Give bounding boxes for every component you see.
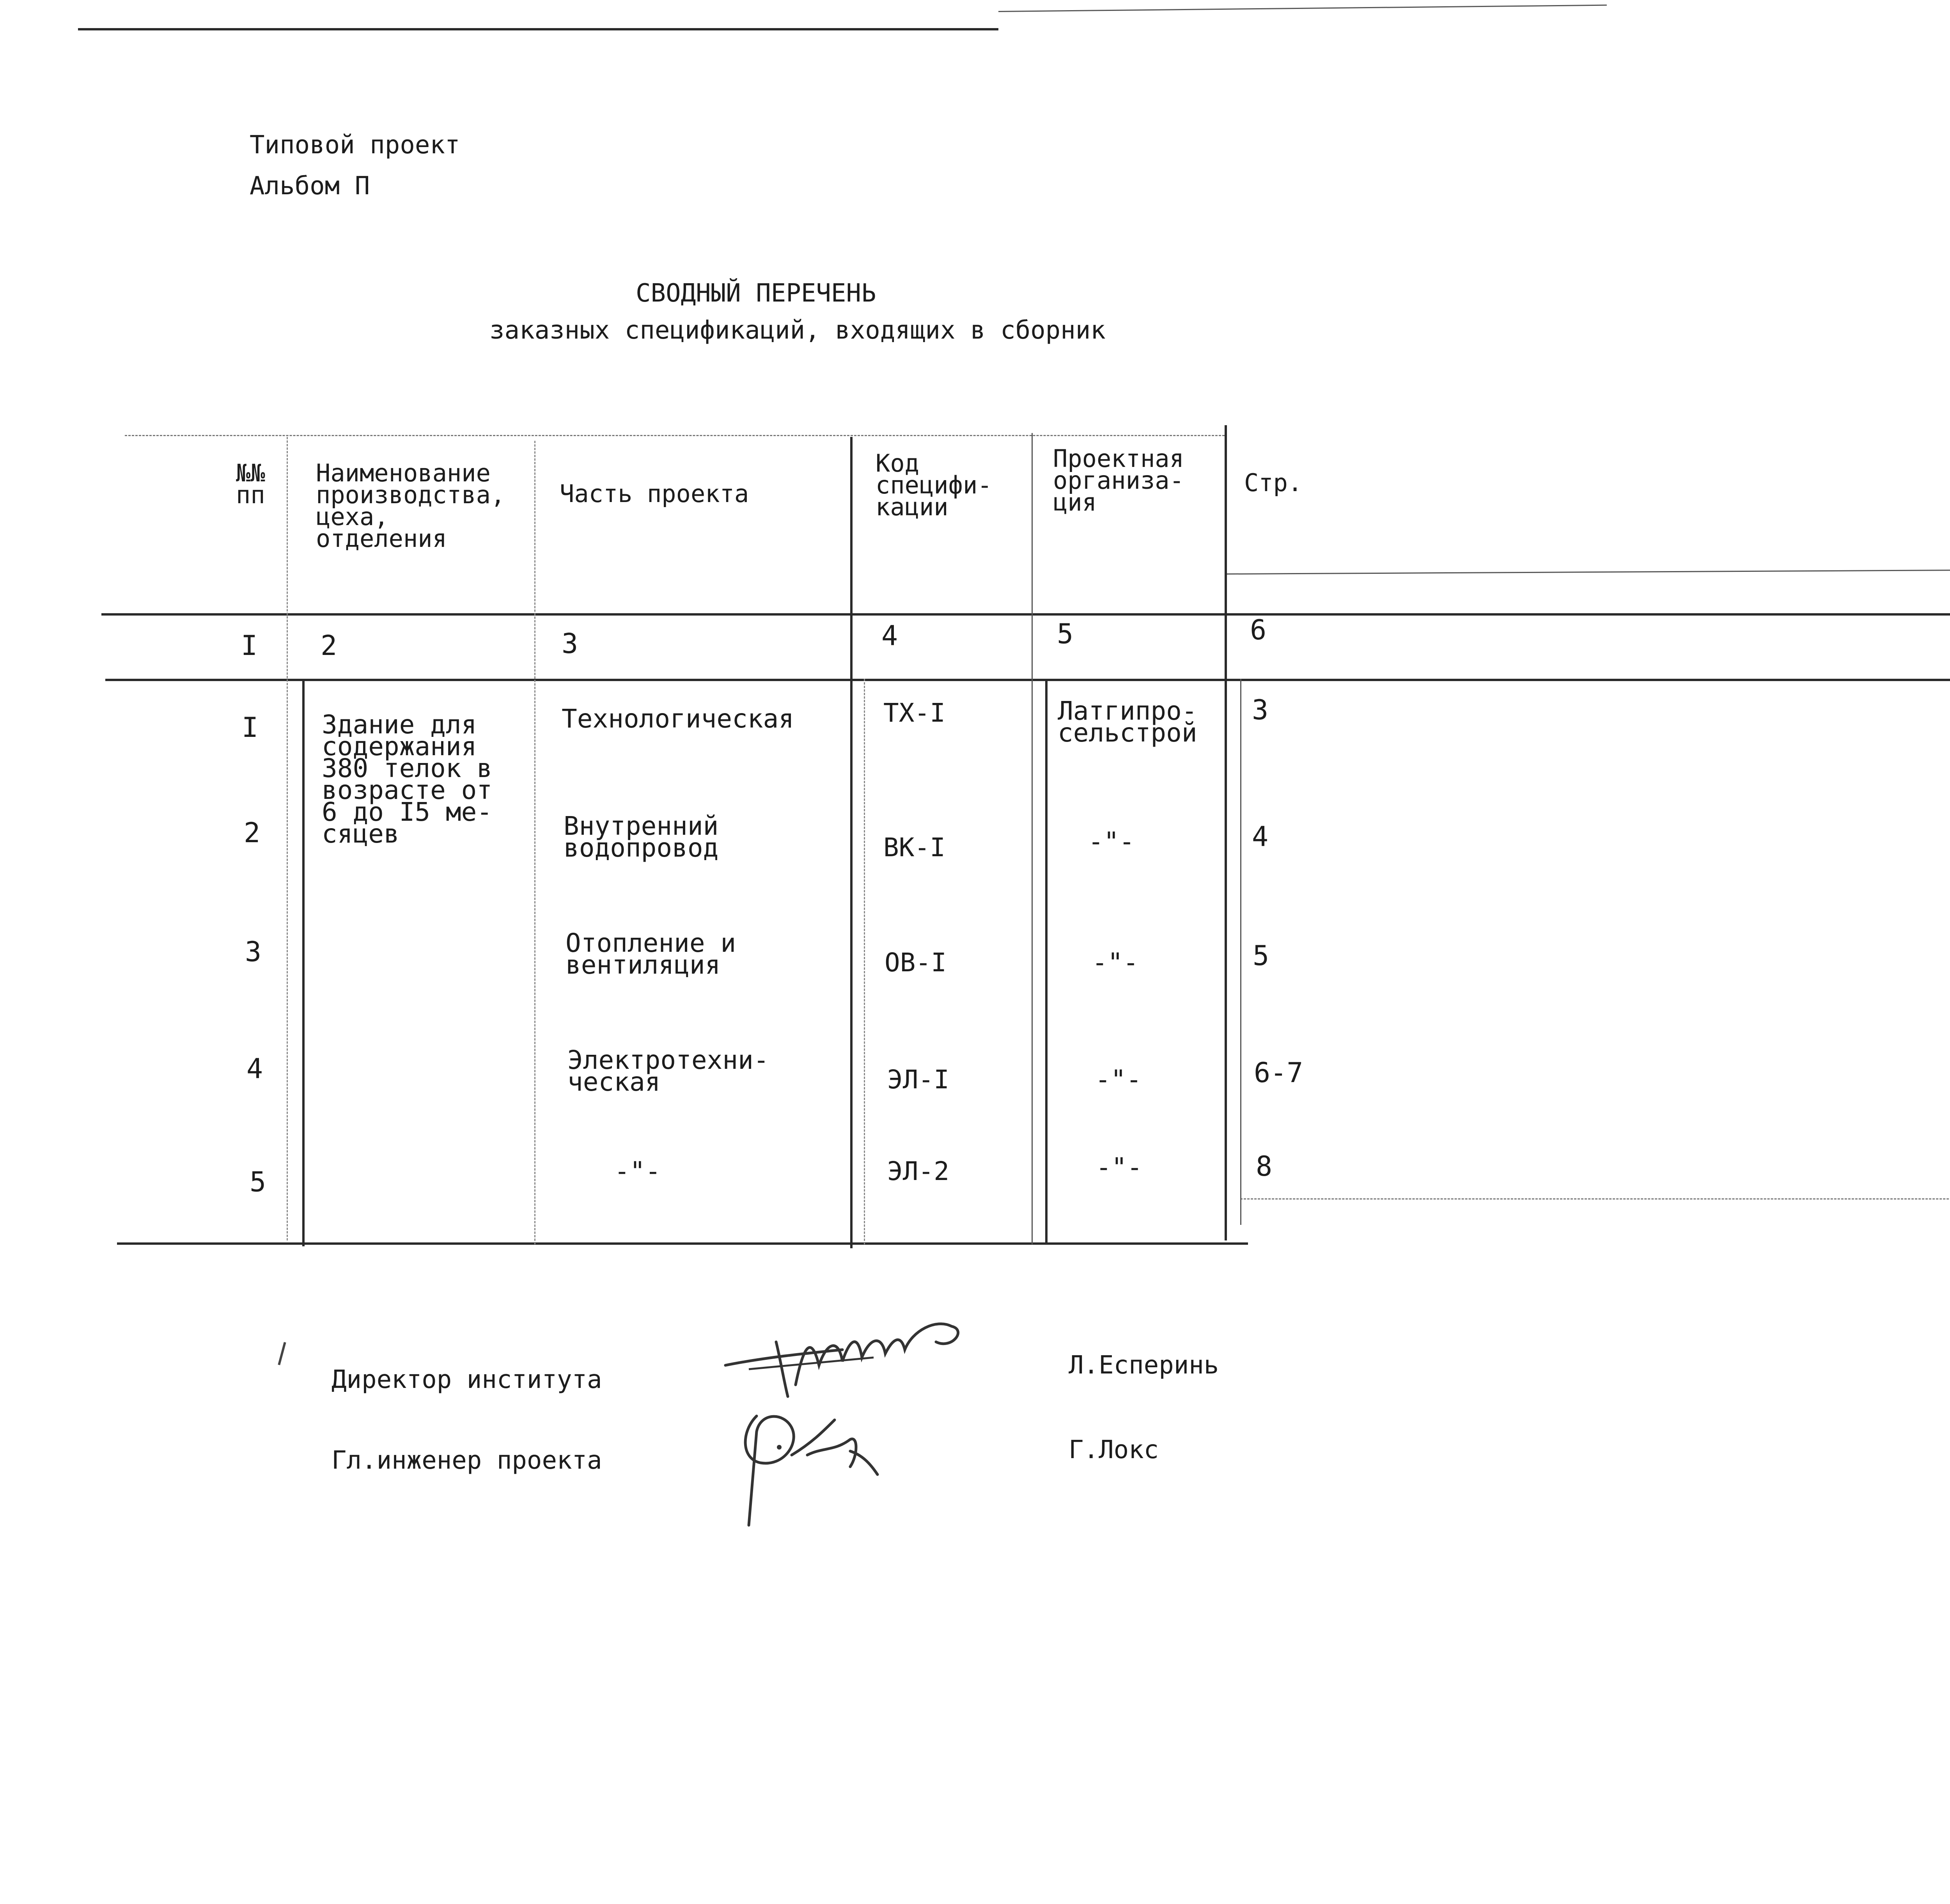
col-divider-5b: [1240, 679, 1241, 1225]
row-1-org: Латгипро- сельстрой: [1058, 696, 1197, 748]
row-1-part: Технологическая: [562, 704, 794, 734]
col-divider-4b: [1045, 679, 1048, 1244]
header-album: Альбом П: [250, 172, 370, 201]
row-5-part: -"-: [614, 1156, 661, 1186]
col-divider-1: [287, 437, 288, 1240]
row-4-code: ЭЛ-I: [887, 1065, 949, 1095]
col-number-2: 2: [321, 630, 337, 662]
col-header-design-org: Проектная организа- ция: [1053, 444, 1184, 516]
row-2-no: 2: [244, 817, 261, 849]
row-4-part: Электротехни- ческая: [567, 1045, 769, 1097]
chief-engineer-name: Г.Локс: [1069, 1436, 1159, 1464]
document-title: СВОДНЫЙ ПЕРЕЧЕНЬ: [636, 279, 876, 308]
top-border-line: [78, 28, 998, 30]
table-numbers-bottom-rule: [105, 679, 1950, 681]
row-5-no: 5: [250, 1166, 266, 1198]
col-number-1: I: [241, 630, 258, 662]
row-3-org: -"-: [1092, 948, 1139, 978]
table-header-bottom-rule: [101, 613, 1950, 616]
row-1-no: I: [242, 712, 259, 744]
row-1-page: 3: [1252, 694, 1269, 726]
col-number-4: 4: [881, 620, 898, 652]
top-border-line-right: [998, 5, 1607, 12]
col-divider-3: [850, 437, 853, 1248]
chief-engineer-signature: [733, 1397, 913, 1537]
director-title: Директор института: [332, 1365, 602, 1394]
col-divider-2: [534, 441, 535, 1244]
row-4-page: 6-7: [1254, 1057, 1303, 1089]
col-number-5: 5: [1057, 618, 1074, 650]
row-2-org: -"-: [1088, 827, 1135, 857]
col-header-page: Стр.: [1244, 468, 1303, 497]
row-3-part: Отопление и вентиляция: [566, 928, 736, 980]
header-project-type: Типовой проект: [250, 131, 460, 160]
col-divider-3b: [864, 679, 865, 1244]
row-5-code: ЭЛ-2: [887, 1156, 949, 1186]
col-divider-4: [1032, 433, 1033, 1244]
col-divider-1-lower: [302, 679, 305, 1246]
row-4-no: 4: [246, 1053, 263, 1085]
document-subtitle: заказных спецификаций, входящих в сборник: [489, 316, 1106, 345]
col-header-spec-code: Код специфи- кации: [876, 449, 992, 521]
table-bottom-rule: [117, 1242, 1248, 1245]
col-header-project-part: Часть проекта: [560, 479, 749, 508]
row-1-code: ТХ-I: [883, 698, 945, 728]
scan-mark: [278, 1342, 286, 1365]
director-name: Л.Есперинь: [1069, 1351, 1219, 1380]
row-2-part: Внутренний водопровод: [564, 811, 719, 863]
col-number-3: 3: [562, 628, 578, 660]
building-name: Здание для содержания 380 телок в возрасте от 6 до I5 ме- сяцев: [322, 710, 493, 849]
chief-engineer-title: Гл.инженер проекта: [332, 1446, 602, 1475]
col-number-6: 6: [1250, 614, 1267, 646]
row-5-org: -"-: [1096, 1152, 1143, 1182]
row-3-page: 5: [1253, 940, 1269, 972]
row-3-no: 3: [245, 936, 262, 968]
col-divider-5: [1225, 425, 1227, 1240]
row-4-org: -"-: [1095, 1065, 1142, 1095]
row-3-code: ОВ-I: [885, 948, 947, 978]
row-2-code: ВК-I: [883, 832, 945, 862]
row-2-page: 4: [1252, 821, 1269, 853]
row-5-page: 8: [1256, 1150, 1273, 1182]
director-signature: [718, 1287, 1014, 1412]
col-header-production: Наименование производства, цеха, отделения: [316, 459, 505, 553]
table-bottom-rule-right: [1240, 1198, 1950, 1200]
table-header-rule-long: [1225, 567, 1950, 575]
table-top-rule: [125, 435, 1225, 436]
col-header-no: №№ пп: [236, 459, 265, 509]
